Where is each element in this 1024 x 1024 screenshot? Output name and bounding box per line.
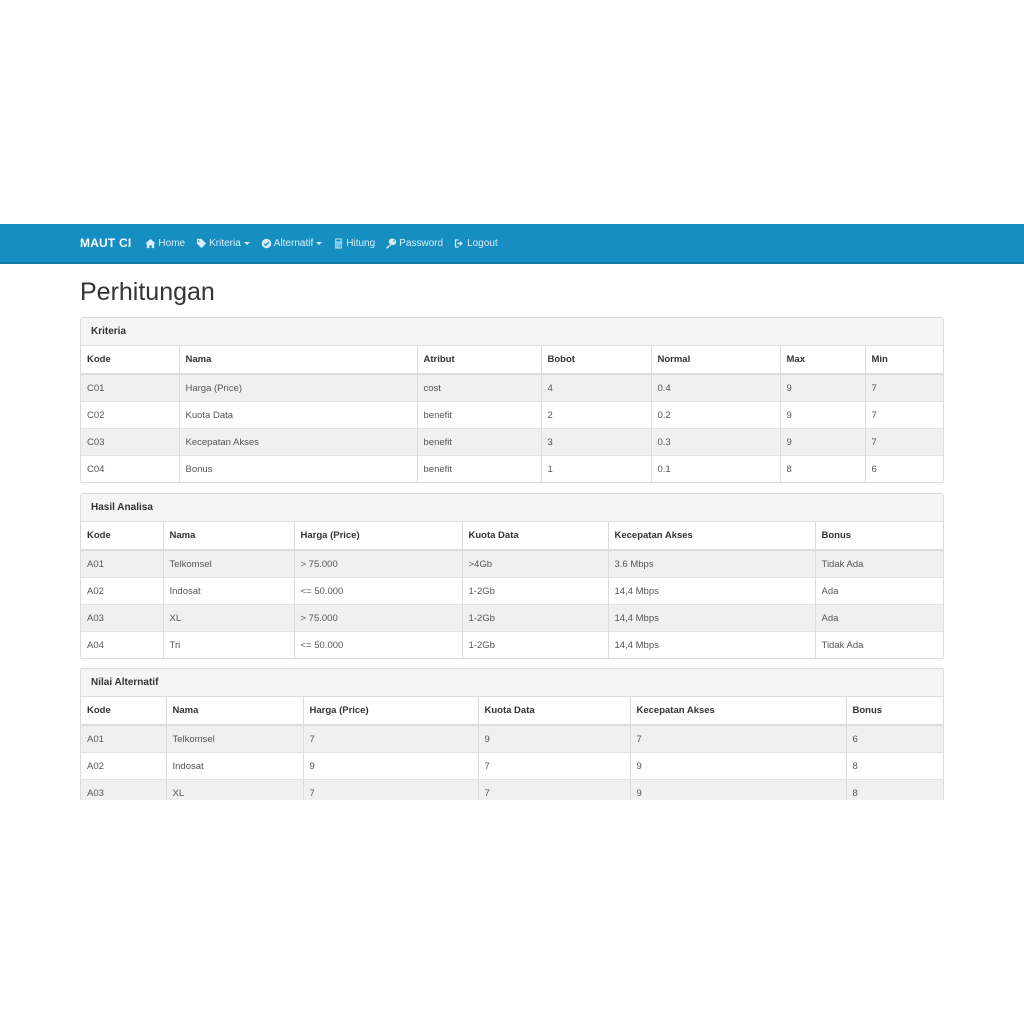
kriteria-panel-heading: Kriteria [81,318,943,346]
kriteria-panel [80,317,944,483]
table-cell: Ada [815,578,943,605]
table-cell: Indosat [166,753,303,780]
table-cell: 14,4 Mbps [608,578,815,605]
brand-link[interactable]: MAUT CI [80,236,132,250]
table-cell: cost [417,374,541,402]
column-header: Bonus [815,522,943,550]
table-cell: C03 [81,429,179,456]
column-header: Normal [651,346,780,374]
calculator-icon [333,238,344,249]
column-header: Bobot [541,346,651,374]
table-row [81,753,943,780]
table-cell: A01 [81,725,166,753]
table-cell: 7 [865,402,943,429]
column-header: Kode [81,346,179,374]
table-cell: > 75.000 [294,605,462,632]
page-title: Perhitungan [80,278,215,306]
table-cell: Telkomsel [166,725,303,753]
column-header: Min [865,346,943,374]
table-cell: A04 [81,632,163,659]
table-cell: 7 [478,780,630,801]
table-cell: 7 [478,753,630,780]
nav-logout-label: Logout [467,237,498,249]
check-circle-icon [261,238,272,249]
table-row [81,456,943,483]
table-cell: 9 [478,725,630,753]
table-row [81,780,943,801]
nav-kriteria-dropdown[interactable] [196,238,250,249]
chevron-down-icon [244,242,250,245]
table-cell: Harga (Price) [179,374,417,402]
table-cell: 6 [865,456,943,483]
table-cell: XL [166,780,303,801]
column-header: Max [780,346,865,374]
table-cell: > 75.000 [294,550,462,578]
column-header: Kode [81,697,166,725]
column-header: Kuota Data [478,697,630,725]
hasil-analisa-panel-heading: Hasil Analisa [81,494,943,522]
nav-hitung-label: Hitung [346,237,376,249]
column-header: Kecepatan Akses [630,697,846,725]
table-cell: Kecepatan Akses [179,429,417,456]
table-cell: 4 [541,374,651,402]
table-cell: 1-2Gb [462,632,608,659]
table-cell: Telkomsel [163,550,294,578]
table-cell: 0.4 [651,374,780,402]
table-cell: 7 [303,725,478,753]
navbar [0,224,1024,264]
table-cell: 0.1 [651,456,780,483]
nilai-alternatif-panel [80,668,944,800]
table-cell: 7 [865,429,943,456]
table-cell: 0.3 [651,429,780,456]
table-cell: 7 [865,374,943,402]
hasil-analisa-panel [80,493,944,659]
tag-icon [196,238,207,249]
table-cell: 3.6 Mbps [608,550,815,578]
nav-home[interactable] [145,238,185,249]
table-row [81,429,943,456]
table-cell: 2 [541,402,651,429]
table-row [81,605,943,632]
table-row [81,578,943,605]
table-cell: Ada [815,605,943,632]
column-header: Kuota Data [462,522,608,550]
table-cell: Tri [163,632,294,659]
table-header-row [81,346,943,374]
nav-password-label: Password [399,237,444,249]
table-header-row [81,697,943,725]
table-row [81,725,943,753]
hasil-analisa-table [81,522,943,658]
table-cell: <= 50.000 [294,578,462,605]
table-cell: 8 [846,753,943,780]
nav-hitung[interactable] [333,238,375,249]
browser-viewport [0,224,1024,800]
table-header-row [81,522,943,550]
table-cell: benefit [417,429,541,456]
table-cell: A03 [81,605,163,632]
key-icon [386,238,397,249]
table-cell: 14,4 Mbps [608,605,815,632]
table-row [81,550,943,578]
table-cell: Indosat [163,578,294,605]
table-cell: C01 [81,374,179,402]
table-row [81,402,943,429]
column-header: Harga (Price) [303,697,478,725]
table-cell: Tidak Ada [815,550,943,578]
table-cell: 9 [780,429,865,456]
nilai-alternatif-table [81,697,943,800]
column-header: Kecepatan Akses [608,522,815,550]
table-cell: 3 [541,429,651,456]
table-cell: XL [163,605,294,632]
table-cell: A02 [81,753,166,780]
table-cell: 7 [630,725,846,753]
table-cell: 1-2Gb [462,578,608,605]
table-cell: Tidak Ada [815,632,943,659]
table-cell: A01 [81,550,163,578]
column-header: Nama [179,346,417,374]
column-header: Nama [166,697,303,725]
column-header: Nama [163,522,294,550]
column-header: Kode [81,522,163,550]
table-cell: 9 [630,753,846,780]
column-header: Bonus [846,697,943,725]
table-cell: 9 [780,402,865,429]
table-cell: C04 [81,456,179,483]
table-cell: A03 [81,780,166,801]
table-cell: >4Gb [462,550,608,578]
table-cell: benefit [417,456,541,483]
table-row [81,374,943,402]
table-cell: Bonus [179,456,417,483]
nav-password[interactable] [386,238,443,249]
chevron-down-icon [316,242,322,245]
nav-logout[interactable] [454,238,498,249]
home-icon [145,238,156,249]
nav-alternatif-label: Alternatif [273,237,314,249]
nilai-alternatif-panel-heading: Nilai Alternatif [81,669,943,697]
table-cell: benefit [417,402,541,429]
table-cell: 6 [846,725,943,753]
column-header: Atribut [417,346,541,374]
nav-alternatif-dropdown[interactable] [261,238,322,249]
table-cell: 14,4 Mbps [608,632,815,659]
nav-home-label: Home [158,237,186,249]
table-cell: <= 50.000 [294,632,462,659]
table-cell: Kuota Data [179,402,417,429]
kriteria-table [81,346,943,482]
table-cell: 9 [303,753,478,780]
table-cell: 1-2Gb [462,605,608,632]
table-cell: A02 [81,578,163,605]
column-header: Harga (Price) [294,522,462,550]
table-row [81,632,943,659]
table-cell: 9 [780,374,865,402]
logout-icon [454,238,465,249]
table-cell: 0.2 [651,402,780,429]
table-cell: C02 [81,402,179,429]
table-cell: 1 [541,456,651,483]
nav-kriteria-label: Kriteria [209,237,241,249]
table-cell: 8 [846,780,943,801]
table-cell: 8 [780,456,865,483]
table-cell: 9 [630,780,846,801]
table-cell: 7 [303,780,478,801]
